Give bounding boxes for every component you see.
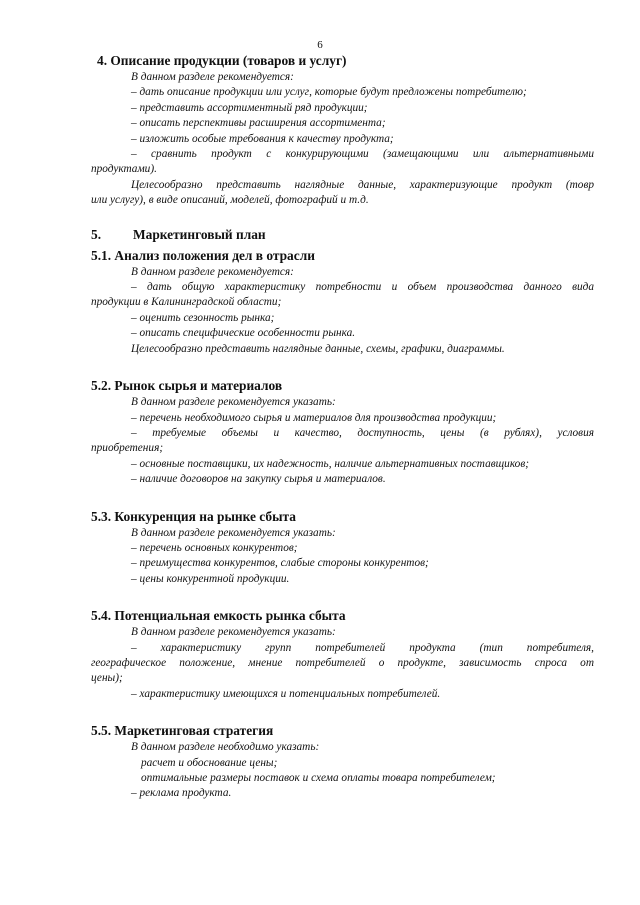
section-4-item-3: – описать перспективы расширения ассортимента; bbox=[131, 117, 386, 130]
section-5-4-item-1-line-3: цены); bbox=[91, 672, 123, 685]
section-5-2-item-2-line-1: – требуемые объемы и качество, доступность, цены (в рублях), условия bbox=[131, 426, 594, 439]
section-5-2-heading: 5.2. Рынок сырья и материалов bbox=[91, 378, 283, 394]
section-5-2-item-1: – перечень необходимого сырья и материалов для производства продукции; bbox=[131, 411, 497, 424]
section-5-3-heading: 5.3. Конкуренция на рынке сбыта bbox=[91, 508, 296, 524]
section-4-compare-line-2: продуктами). bbox=[91, 163, 157, 176]
section-5-4-item-1-line-1: – характеристику групп потребителей продукта (тип потребителя, bbox=[131, 641, 594, 654]
page-number: 6 bbox=[317, 39, 323, 51]
section-5-3-item-3: – цены конкурентной продукции. bbox=[131, 572, 290, 585]
section-5-heading bbox=[91, 226, 594, 244]
section-5-3-item-1: – перечень основных конкурентов; bbox=[131, 541, 298, 554]
section-5-4-item-1-line-2: географическое положение, мнение потребителей о продукте, зависимость спроса от bbox=[91, 656, 594, 669]
section-4-note-line-2: или услугу), в виде описаний, моделей, фотографий и т.д. bbox=[91, 194, 369, 207]
section-5-1-item-1-line-2: продукции в Калининградской области; bbox=[91, 296, 282, 309]
section-4-heading: 4. Описание продукции (товаров и услуг) bbox=[97, 53, 347, 68]
section-4-note-line-1: Целесообразно представить наглядные данные, характеризующие продукт (товр bbox=[131, 178, 594, 191]
section-5-3-item-2: – преимущества конкурентов, слабые стороны конкурентов; bbox=[131, 557, 429, 570]
section-5-5-heading: 5.5. Маркетинговая стратегия bbox=[91, 723, 274, 739]
section-5-3-intro: В данном разделе рекомендуется указать: bbox=[131, 526, 336, 539]
section-5-4-item-2: – характеристику имеющихся и потенциальных потребителей. bbox=[131, 687, 441, 700]
section-5-2-item-4: – наличие договоров на закупку сырья и материалов. bbox=[131, 473, 386, 486]
section-4-item-2: – представить ассортиментный ряд продукции; bbox=[131, 101, 368, 114]
section-5-1-item-2: – оценить сезонность рынка; bbox=[131, 311, 275, 324]
section-5-5-item-1: расчет и обоснование цены; bbox=[141, 756, 278, 769]
section-5-5-item-2: оптимальные размеры поставок и схема оплаты товара потребителем; bbox=[141, 772, 496, 784]
section-5-1-item-1-line-1: – дать общую характеристику потребности и объем производства данного вида bbox=[131, 281, 594, 294]
section-5-2-item-2-line-2: приобретения; bbox=[91, 442, 164, 455]
section-5-1-note: Целесообразно представить наглядные данные, схемы, графики, диаграммы. bbox=[131, 342, 505, 355]
section-5-5-intro: В данном разделе необходимо указать: bbox=[131, 741, 320, 754]
page-content bbox=[91, 52, 594, 802]
section-5-5-item-3: – реклама продукта. bbox=[131, 787, 232, 800]
section-4-item-1: – дать описание продукции или услуг, которые будут предложены потребителю; bbox=[131, 86, 527, 99]
section-5-4-intro: В данном разделе рекомендуется указать: bbox=[131, 626, 336, 639]
section-4-item-4: – изложить особые требования к качеству продукта; bbox=[131, 132, 394, 145]
section-5-2-intro: В данном разделе рекомендуется указать: bbox=[131, 396, 336, 409]
section-5-2-item-3: – основные поставщики, их надежность, наличие альтернативных поставщиков; bbox=[131, 457, 529, 470]
section-4-intro: В данном разделе рекомендуется: bbox=[131, 71, 294, 83]
section-5-4-heading: 5.4. Потенциальная емкость рынка сбыта bbox=[91, 608, 346, 624]
section-5-1-heading: 5.1. Анализ положения дел в отрасли bbox=[91, 247, 315, 263]
section-5-title: Маркетинговый план bbox=[133, 226, 266, 242]
section-4-compare-line-1: – сравнить продукт с конкурирующими (замещающими или альтернативными bbox=[131, 148, 594, 161]
section-5-number: 5. bbox=[91, 226, 102, 242]
section-5-1-item-3: – описать специфические особенности рынка. bbox=[131, 327, 356, 340]
section-5-1-intro: В данном разделе рекомендуется: bbox=[131, 265, 294, 278]
